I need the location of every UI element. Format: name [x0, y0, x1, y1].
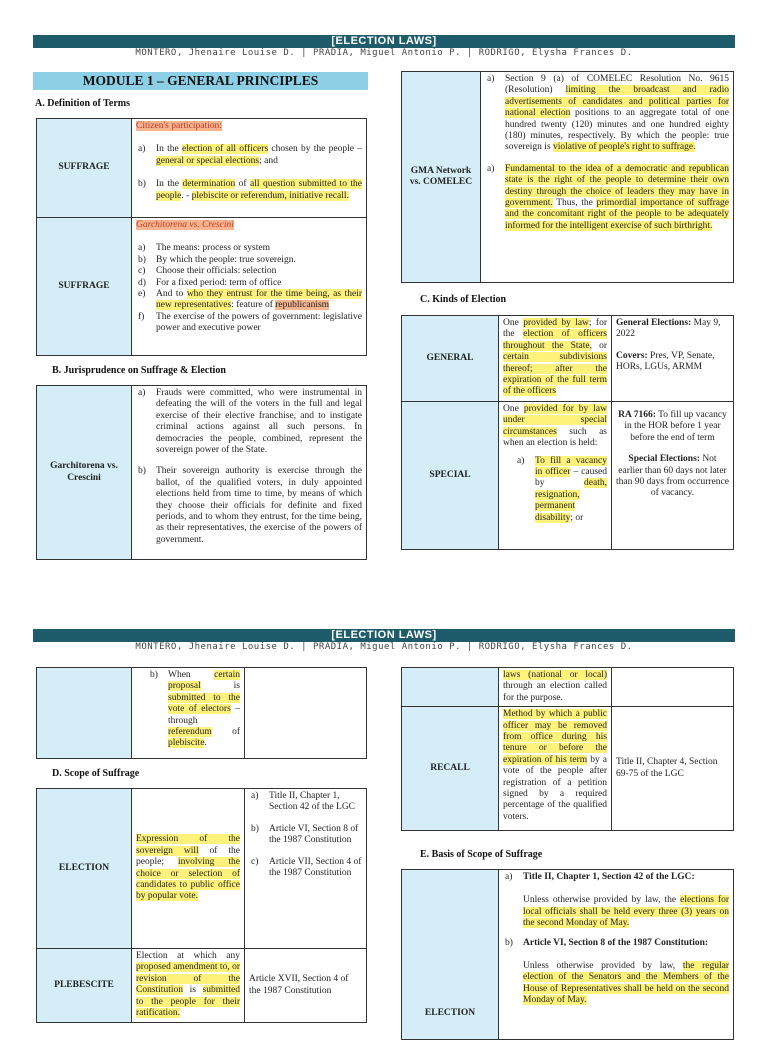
list-item: b) By which the people: true sovereign.	[138, 254, 296, 265]
basis-election-content	[499, 870, 734, 1040]
special-definition: One provided for by law under special circumstances such as when an election is held: a) To fill a vacancy in officer – caused by death, resignation, permanent disability; or	[499, 402, 612, 550]
list-item: b) Article VI, Section 8 of the 1987 Constitution	[251, 823, 359, 846]
suffrage-table	[36, 118, 367, 356]
jurisprudence-table	[36, 385, 367, 560]
list-item: a) In the election of all officers chosen by the people – general or special elections; and	[138, 144, 362, 166]
list-item: f) The exercise of the powers of government: legislative power and executive power	[138, 311, 362, 334]
general-notes: General Elections: May 9, 2022 Covers: Pres, VP, Senate, HORs, LGUs, ARMM	[612, 316, 734, 402]
empty-label-cell-right	[402, 668, 499, 707]
garchitorena-label: Garchitorena vs. Crescini	[37, 386, 132, 560]
list-item: c) Choose their officials: selection	[138, 266, 277, 277]
garchitorena-content	[132, 386, 367, 560]
case-citation: Garchitorena vs. Crescini	[136, 220, 234, 230]
section-c-heading: C. Kinds of Election	[420, 294, 507, 305]
basis-of-scope-table	[401, 869, 734, 1040]
recall-label: RECALL	[402, 707, 499, 831]
general-label: GENERAL	[402, 316, 499, 402]
general-definition: One provided by law; for the election of officers throughout the State, or certain subdivisions thereof; after the expiration of the full term of the officers	[499, 316, 612, 402]
suffrage-definition-1	[132, 119, 367, 218]
list-item: b) Article VI, Section 8 of the 1987 Constitution: Unless otherwise provided by law, the regular election of the Senators and the Members of the House of Representatives shall be held on the second Monday of May.	[505, 937, 729, 1006]
plebescite-label: PLEBESCITE	[37, 949, 132, 1023]
scope-of-suffrage-table	[36, 788, 367, 1023]
section-d-heading: D. Scope of Suffrage	[52, 768, 140, 779]
election-label: ELECTION	[37, 789, 132, 949]
module-title: MODULE 1 – GENERAL PRINCIPLES	[33, 72, 368, 90]
plebiscite-definition-cont	[132, 668, 245, 759]
election-definition: Expression of the sovereign will of the people; involving the choice or selection of candidates to public office by popular vote.	[132, 789, 245, 949]
empty-label-cell	[37, 668, 132, 759]
gma-table	[401, 71, 734, 283]
election-references	[245, 789, 367, 949]
list-item: b) Their sovereign authority is exercise through the ballot, of the qualified voters, in duly appointed elections held from time to time, by means of which they choose their officials for definite and fixed periods, and to whom they entrust, for the time being, as their representatives, the exercise of the powers of government.	[138, 466, 362, 545]
recall-reference: Title II, Chapter 4, Section 69-75 of the LGC	[612, 707, 734, 831]
plebescite-definition: Election at which any proposed amendment to, or revision of the Constitution is submitted to the people for their ratification.	[132, 949, 245, 1023]
suffrage-label-1: SUFFRAGE	[37, 119, 132, 218]
list-item: b) In the determination of all question submitted to the people. - plebiscite or referendum, initiative recall.	[138, 179, 362, 201]
gma-content	[481, 72, 734, 283]
empty-ref-cell-right	[612, 668, 734, 707]
list-item: d) For a fixed period: term of office	[138, 277, 282, 288]
document-header-banner-2: [ELECTION LAWS]	[33, 629, 735, 642]
referendum-definition-cont: laws (national or local) through an election called for the purpose.	[499, 668, 612, 707]
continued-table-left	[36, 667, 367, 759]
list-item: a) Title II, Chapter 1, Section 42 of the LGC: Unless otherwise provided by law, the elections for local officials shall be held every three (3) years on the second Monday of May.	[505, 872, 729, 929]
gma-label: GMA Network vs. COMELEC	[402, 72, 481, 283]
section-a-heading: A. Definition of Terms	[35, 98, 130, 109]
list-item: a) Title II, Chapter 1, Section 42 of the LGC	[251, 791, 356, 813]
authors-line: MONTERO, Jhenaire Louise D. | PRADIA, Miguel Antonio P. | RODRIGO, Elysha Frances D.	[135, 48, 633, 58]
basis-election-label: ELECTION	[402, 870, 499, 1040]
recall-definition: Method by which a public officer may be removed from office during his tenure or before the expiration of his term by a vote of the people after registration of a petition signed by a required percentage of the qualified voters.	[499, 707, 612, 831]
list-item: e) And to who they entrust for the time being, as their new representatives: feature of republicanism	[138, 288, 362, 311]
list-item: a) Fundamental to the idea of a democratic and republican state is the right of the people to determine their own destiny through the choice of leaders they may have in government. Thus, the primordial importance of suffrage and the concomitant right of the people to be adequately informed for the intelligent exercise of such birthright.	[487, 163, 729, 231]
list-item: a) To fill a vacancy in officer – caused by death, resignation, permanent disability; or	[517, 455, 607, 523]
list-item: c) Article VII, Section 4 of the 1987 Constitution	[251, 856, 362, 878]
section-b-heading: B. Jurisprudence on Suffrage & Election	[52, 365, 226, 376]
list-item: a) The means: process or system	[138, 243, 270, 254]
citizen-participation-label: Citizen's participation:	[136, 121, 222, 131]
document-header-banner: [ELECTION LAWS]	[33, 35, 735, 48]
list-item: a) Section 9 (a) of COMELEC Resolution No. 9615 (Resolution) limiting the broadcast and radio advertisements of candidates and political parties for national election positions to an aggregate total of one hundred twenty (120) minutes and one hundred eighty (180) minutes, respectively. By which the people: true sovereign is violative of people's right to suffrage.	[487, 74, 729, 153]
list-item: a) Frauds were committed, who were instrumental in defeating the will of the voters in the full and legal exercise of their elective franchise, and to instigate criminal actions against all such persons. In democracies the people, combined, represent the sovereign power of the State.	[138, 388, 362, 455]
authors-line-2: MONTERO, Jhenaire Louise D. | PRADIA, Miguel Antonio P. | RODRIGO, Elysha Frances D.	[135, 642, 633, 652]
suffrage-label-2: SUFFRAGE	[37, 218, 132, 356]
suffrage-definition-2	[132, 218, 367, 356]
special-label: SPECIAL	[402, 402, 499, 550]
list-item: b) When certain proposal is submitted to the vote of electors – through referendum of plebiscite.	[150, 670, 241, 749]
section-e-heading: E. Basis of Scope of Suffrage	[420, 849, 543, 860]
kinds-of-election-table	[401, 315, 734, 550]
empty-ref-cell	[245, 668, 367, 759]
recall-table	[401, 667, 734, 831]
plebescite-reference: Article XVII, Section 4 of the 1987 Constitution	[245, 949, 367, 1023]
special-notes: RA 7166: To fill up vacancy in the HOR before 1 year before the end of term Special Elections: Not earlier than 60 days not later than 90 days from occurrence of vacancy.	[612, 402, 734, 550]
